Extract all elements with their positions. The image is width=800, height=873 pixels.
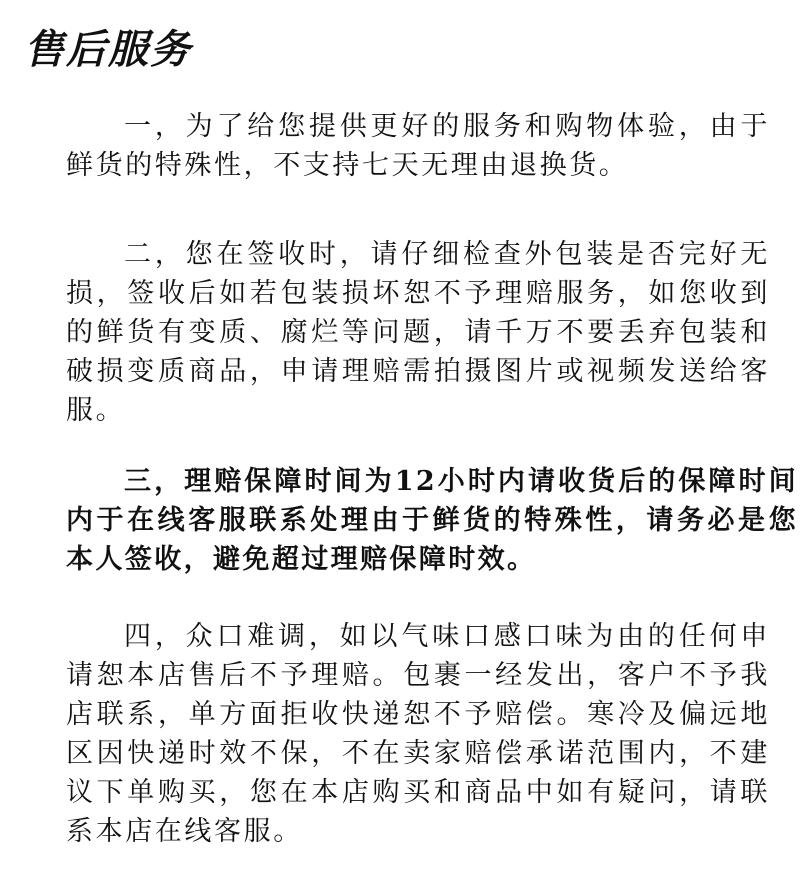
paragraph-4: 四，众口难调，如以气味口感口味为由的任何申请恕本店售后不予理赔。包裹一经发出，客户不予我店联系，单方面拒收快递恕不予赔偿。寒冷及偏远地区因快递时效不保，不在卖家赔偿承诺范围内，不建议下单购买，您在本店购买和商品中如有疑问，请联系本店在线客服。 bbox=[66, 621, 770, 847]
page-title: 售后服务 bbox=[24, 26, 192, 73]
paragraph-1: 一，为了给您提供更好的服务和购物体验，由于鲜货的特殊性，不支持七天无理由退换货。 bbox=[66, 111, 770, 181]
paragraph-2: 二，您在签收时，请仔细检查外包装是否完好无损，签收后如若包装损坏恕不予理赔服务，如您收到的鲜货有变质、腐烂等问题，请千万不要丢弃包装和破损变质商品，申请理赔需拍摄图片或视频发送给客服。 bbox=[66, 239, 770, 426]
paragraph-3: 三，理赔保障时间为12小时内请收货后的保障时间内于在线客服联系处理由于鲜货的特殊性，请务必是您本人签收，避免超过理赔保障时效。 bbox=[66, 466, 798, 575]
